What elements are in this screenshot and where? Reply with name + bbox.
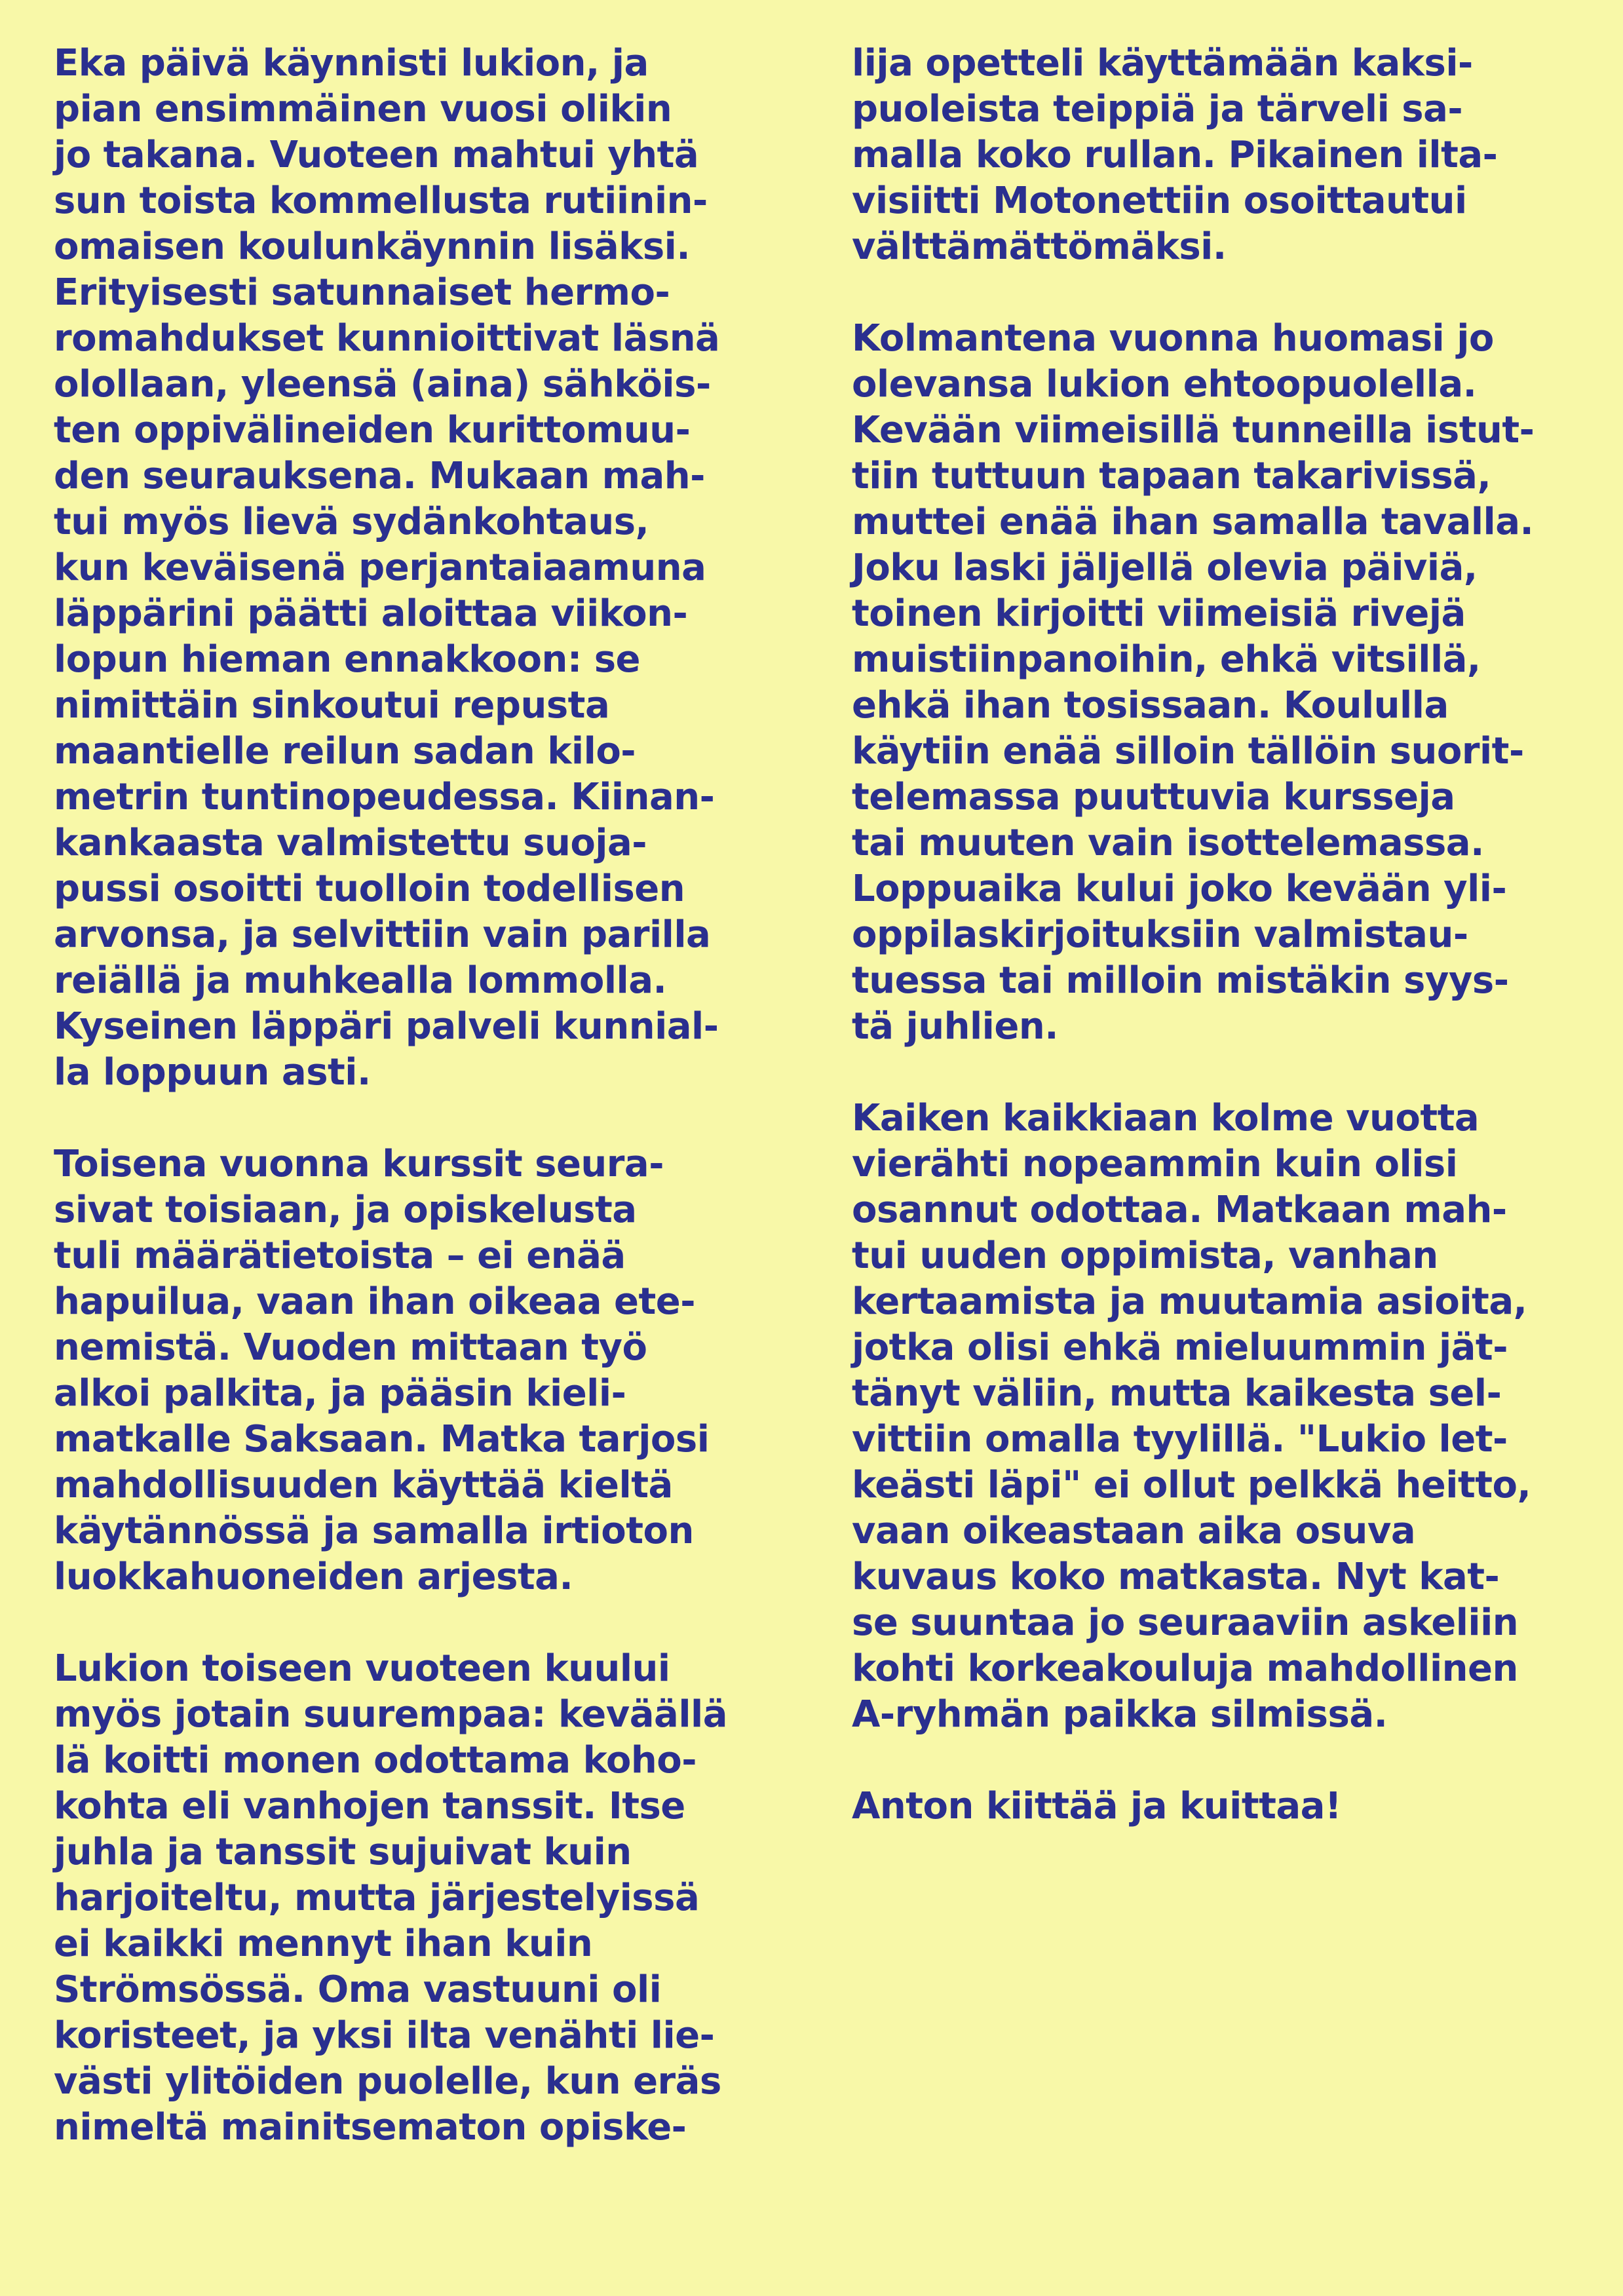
left-text-column: [54, 41, 807, 2196]
paragraph-old-dances: Lukion toiseen vuoteen kuului myös jotain suurempaa: keväällä lä koitti monen odottama koho- kohta eli vanhojen tanssit. Itse juhla ja tanssit sujuivat kuin harjoiteltu, mutta järjestelyissä ei kaikki mennyt ihan kuin Strömsössä. Oma vastuuni oli koristeet, ja yksi ilta venähti lie- västi ylitöiden puolelle, kun eräs nimeltä mainitsematon opiske-: [54, 1647, 727, 2149]
paragraph-summary: Kaiken kaikkiaan kolme vuotta vierähti nopeammin kuin olisi osannut odottaa. Matkaan mah- tui uuden oppimista, vanhan kertaamista ja muutamia asioita, jotka olisi ehkä mieluummin jät- tänyt väliin, mutta kaikesta sel- vittiin omalla tyylillä. "Lukio let- keästi läpi" ei ollut pelkkä heitto, vaan oikeastaan aika osuva kuvaus koko matkasta. Nyt kat- se suuntaa jo seuraaviin askeliin kohti korkeakouluja mahdollinen A-ryhmän paikka silmissä.: [852, 1097, 1531, 1736]
right-text-column: [852, 41, 1605, 1875]
paragraph-second-year: Toisena vuonna kurssit seura- sivat toisiaan, ja opiskelusta tuli määrätietoista – ei enää hapuilua, vaan ihan oikeaa ete- nemistä. Vuoden mittaan työ alkoi palkita, ja pääsin kieli- matkalle Saksaan. Matka tarjosi mahdollisuuden käyttää kieltä käytännössä ja samalla irtioton luokkahuoneiden arjesta.: [54, 1143, 710, 1598]
paragraph-tape-story: lija opetteli käyttämään kaksi- puoleista teippiä ja tärveli sa- malla koko rullan. Pikainen ilta- visiitti Motonettiin osoittautui välttämättömäksi.: [852, 42, 1498, 268]
paragraph-third-year: Kolmantena vuonna huomasi jo olevansa lukion ehtoopuolella. Kevään viimeisillä tunneilla istut- tiin tuttuun tapaan takarivissä, muttei enää ihan samalla tavalla. Joku laski jäljellä olevia päiviä, toinen kirjoitti viimeisiä rivejä muistiinpanoihin, ehkä vitsillä, ehkä ihan tosissaan. Koululla käytiin enää silloin tällöin suorit- telemassa puuttuvia kursseja tai muuten vain isottelemassa. Loppuaika kului joko kevään yli- oppilaskirjoituksiin valmistau- tuessa tai milloin mistäkin syys- tä juhlien.: [852, 317, 1535, 1048]
paragraph-first-year: Eka päivä käynnisti lukion, ja pian ensimmäinen vuosi olikin jo takana. Vuoteen mahtui yhtä sun toista kommellusta rutiinin- omaisen koulunkäynnin lisäksi. Erityisesti satunnaiset hermo- romahdukset kunnioittivat läsnä olollaan, yleensä (aina) sähköis- ten oppivälineiden kurittomuu- den seurauksena. Mukaan mah- tui myös lievä sydänkohtaus, kun keväisenä perjantaiaamuna läppärini päätti aloittaa viikon- lopun hieman ennakkoon: se nimittäin sinkoutui repusta maantielle reilun sadan kilo- metrin tuntinopeudessa. Kiinan- kankaasta valmistettu suoja- pussi osoitti tuolloin todellisen arvonsa, ja selvittiin vain parilla reiällä ja muhkealla lommolla. Kyseinen läppäri palveli kunnial- la loppuun asti.: [54, 42, 720, 1094]
paragraph-signoff: Anton kiittää ja kuittaa!: [852, 1785, 1341, 1827]
